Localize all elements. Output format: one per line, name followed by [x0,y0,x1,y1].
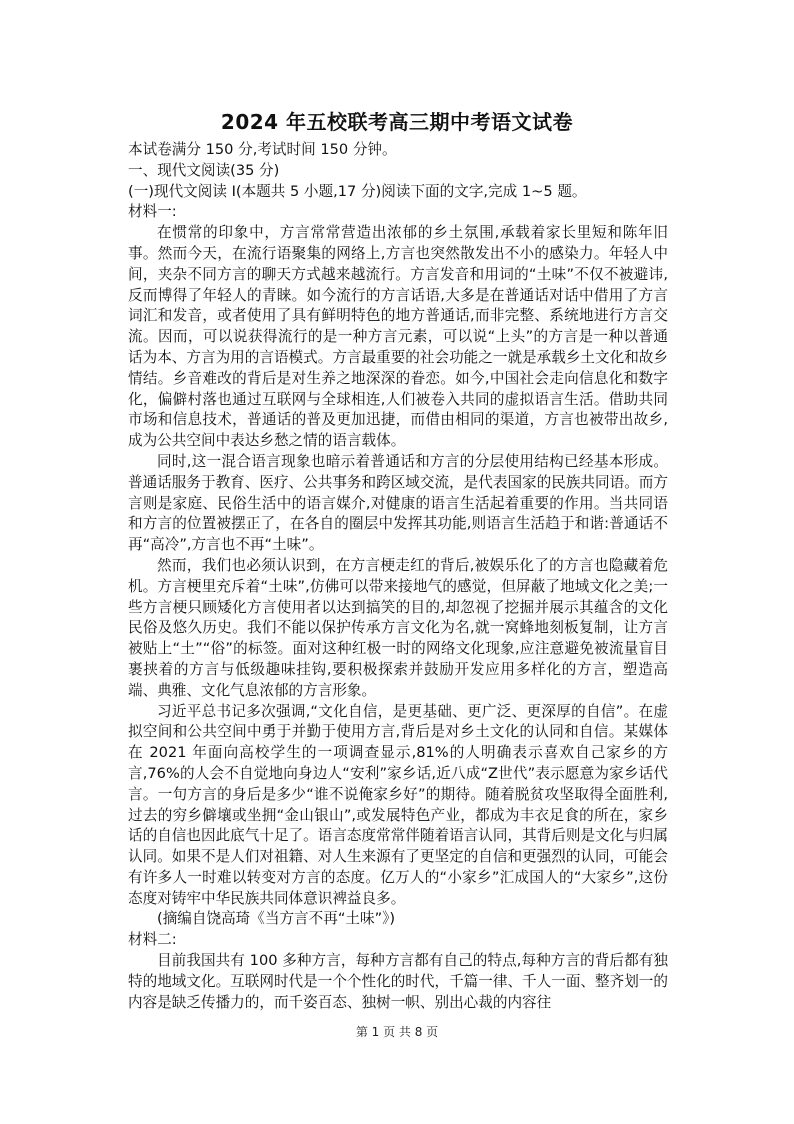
exam-title: 2024 年五校联考高三期中考语文试卷 [220,110,574,134]
paragraph: 同时,这一混合语言现象也暗示着普通话和方言的分层使用结构已经基本形成。普通话服务于教育、医疗、公共事务和跨区域交流，是代表国家的民族共同语。而方言则是家庭、民俗生活中的语言媒介,对健康的语言生活起着重要的作用。当共同语和方言的位置被摆正了，在各自的圈层中发挥其功能,则语言生活趋于和谐:普通话不再“高冷”,方言也不再“土味”。 [128,452,668,554]
paragraph: 然而，我们也必须认识到，在方言梗走红的背后,被娱乐化了的方言也隐藏着危机。方言梗里充斥着“土味”,仿佛可以带来接地气的感觉，但屏蔽了地域文化之美;一些方言梗只顾矮化方言使用者以达到搞笑的目的,却忽视了挖掘并展示其蕴含的文化民俗及悠久历史。我们不能以保护传承方言文化为名,就一窝蜂地刻板复制，让方言被贴上“土”“俗”的标签。面对这种红极一时的网络文化现象,应注意避免被流量盲目裹挟着的方言与低级趣味挂钩,要积极探索并鼓励开发应用多样化的方言，塑造高端、典雅、文化气息浓郁的方言形象。 [128,556,668,699]
paragraph: 在惯常的印象中，方言常常营造出浓郁的乡土氛围,承载着家长里短和陈年旧事。然而今天，在流行语聚集的网络上,方言也突然散发出不小的感染力。年轻人中间，夹杂不同方言的聊天方式越来越流行。方言发音和用词的“土味”不仅不被避讳,反而博得了年轻人的青睐。如今流行的方言话语,大多是在普通话对话中借用了方言词汇和发音，或者使用了具有鲜明特色的地方普通话,而非完整、系统地进行方言交流。因而，可以说获得流行的是一种方言元素，可以说“上头”的方言是一种以普通话为本、方言为用的言语模式。方言最重要的社会功能之一就是承载乡土文化和故乡情结。乡音难改的背后是对生养之地深深的眷恋。如今,中国社会走向信息化和数字化，偏僻村落也通过互联网与全球相连,人们被卷入共同的虚拟语言生活。借助共同市场和信息技术，普通话的普及更加迅捷，而借由相同的渠道，方言也被带出故乡,成为公共空间中表达乡愁之情的语言载体。 [128,224,668,450]
material-label: 材料二: [128,931,177,949]
material-label: 材料一: [128,203,177,221]
source-note: (摘编自饶高琦《当方言不再“土味”》) [157,910,396,928]
section-heading: 一、现代文阅读(35 分) [128,161,280,179]
paragraph: 习近平总书记多次强调,“文化自信，是更基础、更广泛、更深厚的自信”。在虚拟空间和公共空间中勇于并勤于使用方言,背后是对乡土文化的认同和自信。某媒体在 2021 年面向高校学生的一项调查显示,81%的人明确表示喜欢自己家乡的方言,76%的人会不自觉地向身边人“安利”家乡话,近八成“Z世代”表示愿意为家乡话代言。一句方言的身后是多少“谁不说俺家乡好”的期待。随着脱贫攻坚取得全面胜利,过去的穷乡僻壤或坐拥“金山银山”,或发展特色产业，都成为丰衣足食的所在，家乡话的自信也因此底气十足了。语言态度常常伴随着语言认同，其背后则是文化与归属认同。如果不是人们对祖籍、对人生来源有了更坚定的自信和更强烈的认同，可能会有许多人一时难以转变对方言的态度。亿万人的“小家乡”汇成国人的“大家乡”,这份态度对铸牢中华民族共同体意识裨益良多。 [128,702,668,907]
exam-intro: 本试卷满分 150 分,考试时间 150 分钟。 [128,141,397,158]
paragraph: 目前我国共有 100 多种方言，每种方言都有自己的特点,每种方言的背后都有独特的地域文化。互联网时代是一个个性化的时代，千篇一律、千人一面、整齐划一的内容是缺乏传播力的，而千姿百态、独树一帜、别出心裁的内容往 [128,952,668,1011]
page-footer: 第 1 页 共 8 页 [355,1025,439,1039]
subsection-heading: (一)现代文阅读 I(本题共 5 小题,17 分)阅读下面的文字,完成 1~5 题。 [128,182,587,200]
exam-body [128,140,668,1013]
